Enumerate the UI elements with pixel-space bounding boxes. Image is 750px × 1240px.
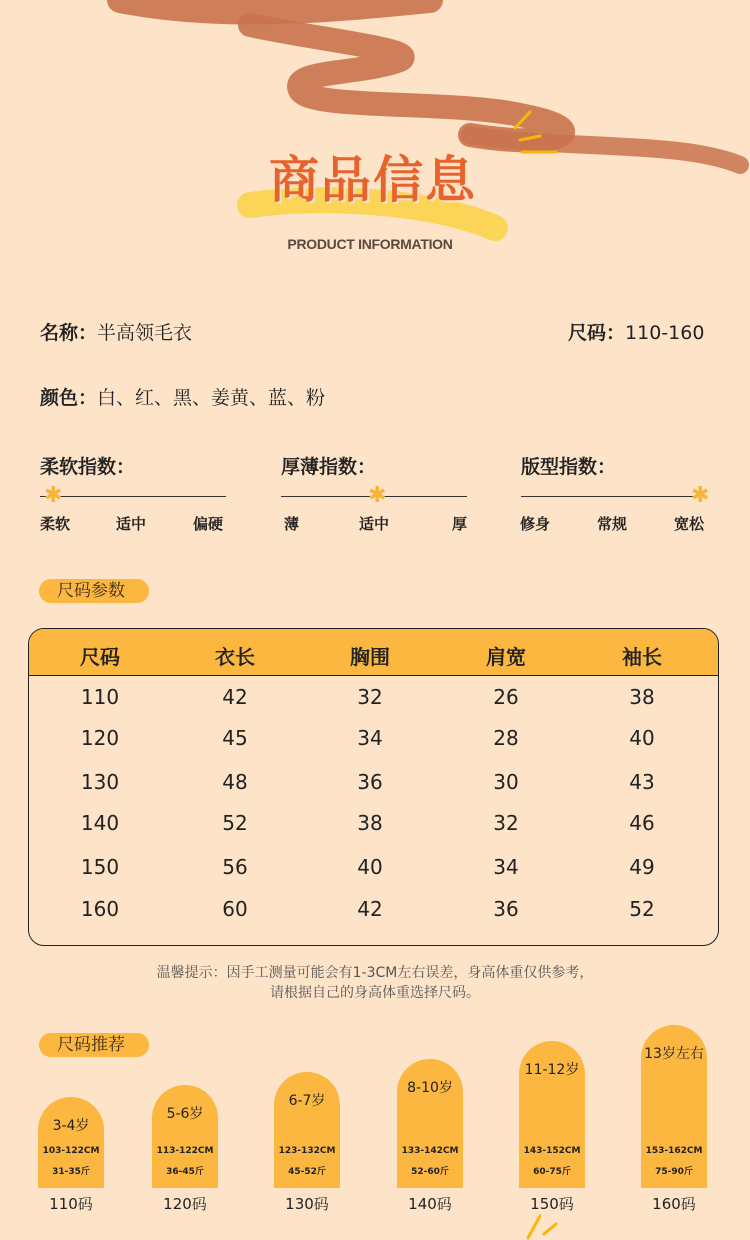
- table-cell: 38: [629, 685, 655, 709]
- table-cell: 38: [357, 811, 383, 835]
- recommend-height: 143-152CM: [523, 1146, 581, 1156]
- table-cell: 140: [80, 811, 120, 835]
- index-marker-icon: ✱: [44, 483, 63, 508]
- index-title: 版型指数：: [521, 456, 617, 478]
- header-cell: 肩宽: [486, 645, 526, 669]
- color-value: 白、红、黑、姜黄、蓝、粉: [97, 387, 326, 409]
- size-table: [28, 628, 719, 946]
- table-cell: 56: [222, 855, 248, 879]
- table-cell: 42: [222, 685, 248, 709]
- index-label: 常规: [597, 515, 628, 533]
- index-label: 柔软: [40, 515, 71, 533]
- product-size-range: [568, 318, 704, 345]
- recommend-age: 3-4岁: [52, 1118, 90, 1134]
- index-label: 厚: [452, 515, 468, 533]
- index-scale-line: [40, 496, 226, 497]
- table-cell: 34: [493, 855, 519, 879]
- recommend-age: 8-10岁: [407, 1080, 453, 1096]
- recommend-height: 123-132CM: [278, 1146, 336, 1156]
- table-cell: 52: [629, 897, 655, 921]
- recommend-age: 6-7岁: [288, 1093, 326, 1109]
- index-label: 适中: [116, 515, 147, 533]
- index-title: 柔软指数：: [40, 456, 136, 478]
- table-cell: 40: [357, 855, 383, 879]
- recommend-weight: 36-45斤: [166, 1167, 204, 1177]
- index-label: 薄: [284, 515, 300, 533]
- product-colors: [40, 383, 325, 410]
- recommend-weight: 52-60斤: [411, 1167, 449, 1177]
- color-label: 颜色：: [40, 387, 98, 409]
- index-label: 宽松: [674, 515, 705, 533]
- table-cell: 46: [629, 811, 655, 835]
- recommend-weight: 60-75斤: [533, 1167, 571, 1177]
- section-title-en: PRODUCT INFORMATION: [287, 236, 453, 252]
- table-cell: 42: [357, 897, 383, 921]
- table-cell: 160: [80, 897, 120, 921]
- table-cell: 110: [80, 685, 120, 709]
- recommend-height: 103-122CM: [42, 1146, 100, 1156]
- recommend-weight: 45-52斤: [288, 1167, 326, 1177]
- table-cell: 43: [629, 770, 655, 794]
- table-cell: 30: [493, 770, 519, 794]
- size-recommend-card: [274, 1072, 340, 1188]
- size-recommend-card: [641, 1025, 707, 1188]
- size-recommend-card: [519, 1041, 585, 1188]
- header-cell: 胸围: [350, 645, 390, 669]
- recommend-age: 11-12岁: [524, 1062, 580, 1078]
- table-cell: 52: [222, 811, 248, 835]
- recommend-weight: 31-35斤: [52, 1167, 90, 1177]
- recommend-size-label: 130码: [285, 1195, 329, 1213]
- table-cell: 32: [493, 811, 519, 835]
- header-cell: 衣长: [215, 645, 255, 669]
- index-label: 偏硬: [193, 515, 224, 533]
- recommend-size-label: 150码: [530, 1195, 574, 1213]
- measure-note-line1: 温馨提示：因手工测量可能会有1-3CM左右误差，身高体重仅供参考，: [156, 965, 594, 981]
- recommend-size-label: 110码: [49, 1195, 93, 1213]
- table-cell: 34: [357, 726, 383, 750]
- size-recommend-card: [397, 1059, 463, 1188]
- recommend-size-label: 160码: [652, 1195, 696, 1213]
- header-cell: 袖长: [622, 645, 662, 669]
- index-title: 厚薄指数：: [281, 456, 377, 478]
- section-title-cn: 商品信息: [269, 151, 477, 209]
- table-cell: 48: [222, 770, 248, 794]
- index-label: 适中: [359, 515, 390, 533]
- measure-note-line2: 请根据自己的身高体重选择尺码。: [270, 985, 480, 1001]
- table-cell: 60: [222, 897, 248, 921]
- table-cell: 150: [80, 855, 120, 879]
- recommend-age: 13岁左右: [644, 1046, 704, 1062]
- table-cell: 32: [357, 685, 383, 709]
- table-cell: 130: [80, 770, 120, 794]
- table-cell: 36: [357, 770, 383, 794]
- size-label: 尺码：: [568, 322, 626, 344]
- index-scale-line: [521, 496, 707, 497]
- sparkle-icon: [520, 1212, 560, 1240]
- product-name: [40, 318, 192, 345]
- index-marker-icon: ✱: [691, 483, 710, 508]
- recommend-height: 133-142CM: [401, 1146, 459, 1156]
- name-value: 半高领毛衣: [97, 322, 193, 344]
- size-value: 110-160: [625, 322, 705, 344]
- size-recommend-card: [152, 1085, 218, 1188]
- recommend-height: 113-122CM: [156, 1146, 214, 1156]
- name-label: 名称：: [40, 322, 98, 344]
- size-recommend-pill: 尺码推荐: [39, 1033, 149, 1057]
- table-cell: 49: [629, 855, 655, 879]
- table-cell: 28: [493, 726, 519, 750]
- size-table-header: [29, 629, 718, 676]
- recommend-height: 153-162CM: [645, 1146, 703, 1156]
- table-cell: 120: [80, 726, 120, 750]
- recommend-age: 5-6岁: [166, 1106, 204, 1122]
- size-recommend-card: [38, 1097, 104, 1188]
- recommend-size-label: 120码: [163, 1195, 207, 1213]
- table-cell: 45: [222, 726, 248, 750]
- recommend-size-label: 140码: [408, 1195, 452, 1213]
- table-cell: 40: [629, 726, 655, 750]
- size-params-pill: 尺码参数: [39, 579, 149, 603]
- table-cell: 36: [493, 897, 519, 921]
- table-cell: 26: [493, 685, 519, 709]
- index-marker-icon: ✱: [368, 483, 387, 508]
- recommend-weight: 75-90斤: [655, 1167, 693, 1177]
- header-cell: 尺码: [80, 645, 120, 669]
- index-label: 修身: [520, 515, 551, 533]
